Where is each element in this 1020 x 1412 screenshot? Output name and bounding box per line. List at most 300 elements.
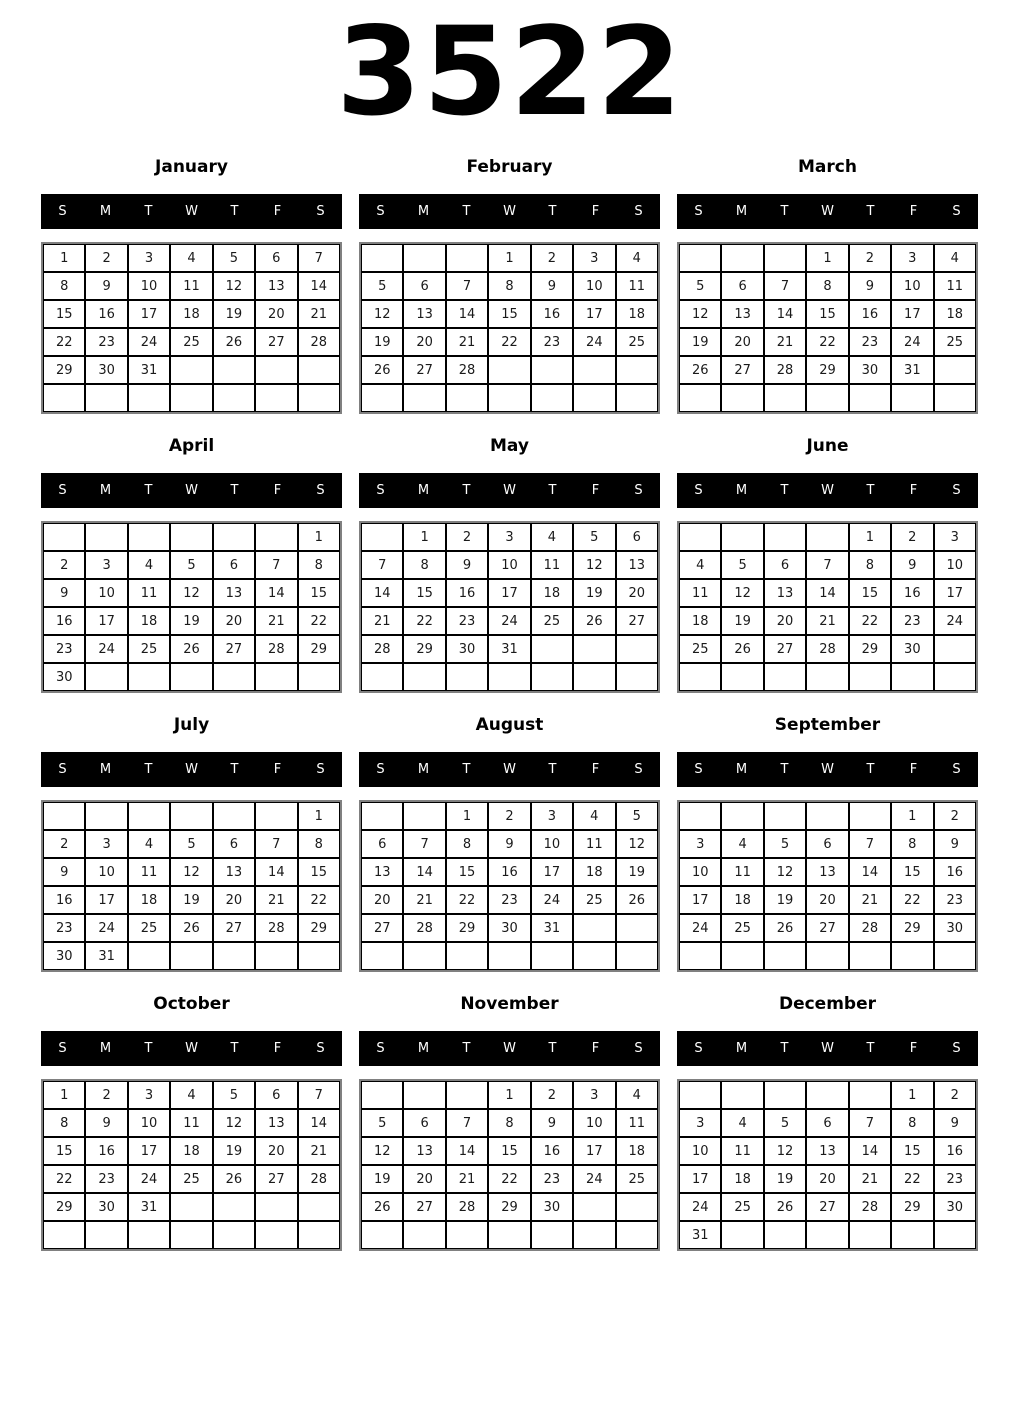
day-cell-empty bbox=[934, 942, 976, 970]
week-row bbox=[361, 384, 658, 412]
weekday-label: M bbox=[417, 204, 430, 219]
day-cell: 12 bbox=[213, 1109, 255, 1137]
day-cell: 25 bbox=[721, 1193, 763, 1221]
day-cell: 13 bbox=[255, 1109, 297, 1137]
day-cell: 26 bbox=[213, 328, 255, 356]
day-cell: 19 bbox=[573, 579, 615, 607]
day-cell-empty bbox=[806, 802, 848, 830]
month-block-july bbox=[41, 706, 342, 985]
weekday-label: T bbox=[462, 204, 471, 219]
day-cell: 21 bbox=[255, 607, 297, 635]
day-cell: 18 bbox=[128, 607, 170, 635]
day-cell: 22 bbox=[298, 607, 340, 635]
day-cell-empty bbox=[616, 1221, 658, 1249]
day-cell: 2 bbox=[934, 802, 976, 830]
day-cell-empty bbox=[361, 244, 403, 272]
month-title: July bbox=[173, 715, 210, 735]
day-cell: 16 bbox=[43, 607, 85, 635]
weekday-label: T bbox=[548, 762, 557, 777]
day-cell: 1 bbox=[891, 1081, 933, 1109]
week-row bbox=[361, 1081, 658, 1109]
day-cell-empty bbox=[934, 356, 976, 384]
day-cell: 27 bbox=[255, 1165, 297, 1193]
day-cell: 6 bbox=[403, 1109, 445, 1137]
weekday-label: T bbox=[230, 1041, 239, 1056]
day-cell-empty bbox=[255, 802, 297, 830]
day-cell: 24 bbox=[679, 914, 721, 942]
day-cell: 14 bbox=[806, 579, 848, 607]
day-cell: 8 bbox=[446, 830, 488, 858]
month-title: April bbox=[168, 436, 215, 456]
day-cell: 17 bbox=[531, 858, 573, 886]
month-day-grid-body bbox=[43, 1081, 340, 1249]
day-cell: 27 bbox=[213, 914, 255, 942]
day-cell: 23 bbox=[934, 886, 976, 914]
day-cell-empty bbox=[764, 1081, 806, 1109]
weekday-label: M bbox=[735, 204, 748, 219]
day-cell-empty bbox=[446, 942, 488, 970]
day-cell-empty bbox=[361, 802, 403, 830]
day-cell: 4 bbox=[573, 802, 615, 830]
day-cell: 22 bbox=[806, 328, 848, 356]
day-cell: 24 bbox=[128, 328, 170, 356]
day-cell: 25 bbox=[616, 1165, 658, 1193]
week-row bbox=[361, 272, 658, 300]
day-cell: 17 bbox=[85, 607, 127, 635]
day-cell-empty bbox=[446, 384, 488, 412]
month-day-grid bbox=[41, 521, 342, 693]
day-cell: 26 bbox=[170, 635, 212, 663]
day-cell: 28 bbox=[298, 328, 340, 356]
weekday-label: M bbox=[417, 483, 430, 498]
week-row bbox=[679, 1081, 976, 1109]
day-cell: 21 bbox=[446, 1165, 488, 1193]
week-row bbox=[43, 914, 340, 942]
day-cell: 31 bbox=[488, 635, 530, 663]
day-cell: 1 bbox=[298, 802, 340, 830]
day-cell-empty bbox=[531, 663, 573, 691]
day-cell: 16 bbox=[531, 1137, 573, 1165]
weekday-label: F bbox=[909, 204, 918, 219]
month-day-grid bbox=[41, 800, 342, 972]
day-cell-empty bbox=[531, 356, 573, 384]
day-cell: 15 bbox=[891, 1137, 933, 1165]
day-cell: 18 bbox=[531, 579, 573, 607]
day-cell: 16 bbox=[85, 300, 127, 328]
day-cell: 10 bbox=[128, 272, 170, 300]
day-cell: 3 bbox=[85, 830, 127, 858]
day-cell: 14 bbox=[361, 579, 403, 607]
day-cell: 9 bbox=[934, 830, 976, 858]
week-row bbox=[43, 356, 340, 384]
day-cell-empty bbox=[934, 663, 976, 691]
day-cell: 5 bbox=[721, 551, 763, 579]
month-block-march bbox=[677, 148, 978, 427]
day-cell-empty bbox=[361, 523, 403, 551]
day-cell: 17 bbox=[488, 579, 530, 607]
weekday-label: M bbox=[735, 483, 748, 498]
week-row bbox=[679, 802, 976, 830]
day-cell-empty bbox=[255, 663, 297, 691]
day-cell: 9 bbox=[531, 272, 573, 300]
weekday-label: W bbox=[821, 762, 834, 777]
day-cell: 15 bbox=[806, 300, 848, 328]
weekday-label: M bbox=[99, 762, 112, 777]
day-cell: 8 bbox=[298, 830, 340, 858]
day-cell-empty bbox=[298, 356, 340, 384]
day-cell: 5 bbox=[764, 830, 806, 858]
weekday-label: W bbox=[821, 204, 834, 219]
day-cell: 23 bbox=[43, 914, 85, 942]
day-cell-empty bbox=[806, 384, 848, 412]
day-cell: 18 bbox=[721, 1165, 763, 1193]
day-cell: 9 bbox=[891, 551, 933, 579]
day-cell: 16 bbox=[43, 886, 85, 914]
weekday-label: T bbox=[462, 1041, 471, 1056]
day-cell: 27 bbox=[255, 328, 297, 356]
day-cell: 19 bbox=[764, 886, 806, 914]
day-cell: 25 bbox=[573, 886, 615, 914]
weekday-label: F bbox=[909, 762, 918, 777]
weekday-label: T bbox=[866, 483, 875, 498]
weekday-label: T bbox=[144, 204, 153, 219]
day-cell-empty bbox=[849, 384, 891, 412]
week-row bbox=[361, 663, 658, 691]
day-cell: 7 bbox=[361, 551, 403, 579]
day-cell-empty bbox=[573, 1221, 615, 1249]
day-cell-empty bbox=[934, 1221, 976, 1249]
day-cell: 9 bbox=[849, 272, 891, 300]
day-cell: 20 bbox=[361, 886, 403, 914]
day-cell: 9 bbox=[446, 551, 488, 579]
day-cell: 17 bbox=[934, 579, 976, 607]
month-block-august bbox=[359, 706, 660, 985]
day-cell: 1 bbox=[43, 244, 85, 272]
day-cell-empty bbox=[128, 1221, 170, 1249]
day-cell: 27 bbox=[806, 1193, 848, 1221]
day-cell: 9 bbox=[934, 1109, 976, 1137]
day-cell: 28 bbox=[298, 1165, 340, 1193]
day-cell: 24 bbox=[573, 328, 615, 356]
day-cell: 9 bbox=[531, 1109, 573, 1137]
day-cell: 25 bbox=[934, 328, 976, 356]
day-cell-empty bbox=[764, 244, 806, 272]
day-cell: 3 bbox=[934, 523, 976, 551]
day-cell: 6 bbox=[403, 272, 445, 300]
day-cell: 18 bbox=[934, 300, 976, 328]
month-title: March bbox=[798, 157, 857, 177]
weekday-label: T bbox=[780, 204, 789, 219]
day-cell: 29 bbox=[446, 914, 488, 942]
day-cell: 17 bbox=[679, 1165, 721, 1193]
day-cell: 14 bbox=[764, 300, 806, 328]
day-cell: 4 bbox=[616, 244, 658, 272]
day-cell-empty bbox=[128, 802, 170, 830]
day-cell-empty bbox=[255, 523, 297, 551]
day-cell-empty bbox=[764, 802, 806, 830]
day-cell: 22 bbox=[891, 1165, 933, 1193]
weekday-label: S bbox=[376, 483, 385, 498]
week-row bbox=[361, 356, 658, 384]
day-cell: 17 bbox=[573, 1137, 615, 1165]
day-cell-empty bbox=[721, 663, 763, 691]
weekday-label: S bbox=[634, 483, 643, 498]
month-block-may bbox=[359, 427, 660, 706]
day-cell-empty bbox=[934, 384, 976, 412]
day-cell: 18 bbox=[679, 607, 721, 635]
week-row bbox=[43, 384, 340, 412]
weekday-label: T bbox=[144, 762, 153, 777]
day-cell: 15 bbox=[43, 300, 85, 328]
day-cell: 11 bbox=[679, 579, 721, 607]
day-cell: 20 bbox=[806, 886, 848, 914]
day-cell: 24 bbox=[488, 607, 530, 635]
week-row bbox=[679, 300, 976, 328]
day-cell: 2 bbox=[934, 1081, 976, 1109]
weekday-label: S bbox=[58, 204, 67, 219]
day-cell: 7 bbox=[446, 1109, 488, 1137]
week-row bbox=[679, 272, 976, 300]
weekday-label: T bbox=[462, 762, 471, 777]
day-cell: 27 bbox=[213, 635, 255, 663]
day-cell: 11 bbox=[616, 1109, 658, 1137]
day-cell: 29 bbox=[43, 356, 85, 384]
day-cell: 26 bbox=[213, 1165, 255, 1193]
day-cell: 23 bbox=[488, 886, 530, 914]
day-cell-empty bbox=[849, 802, 891, 830]
day-cell-empty bbox=[764, 942, 806, 970]
day-cell: 25 bbox=[679, 635, 721, 663]
day-cell: 7 bbox=[403, 830, 445, 858]
weekday-header-row bbox=[41, 194, 342, 229]
day-cell-empty bbox=[764, 384, 806, 412]
day-cell: 25 bbox=[531, 607, 573, 635]
day-cell: 10 bbox=[85, 579, 127, 607]
week-row bbox=[361, 1109, 658, 1137]
day-cell: 7 bbox=[849, 1109, 891, 1137]
day-cell-empty bbox=[213, 942, 255, 970]
day-cell: 18 bbox=[128, 886, 170, 914]
day-cell: 25 bbox=[616, 328, 658, 356]
week-row bbox=[361, 1165, 658, 1193]
day-cell: 5 bbox=[361, 1109, 403, 1137]
day-cell: 2 bbox=[85, 244, 127, 272]
day-cell: 16 bbox=[85, 1137, 127, 1165]
day-cell: 4 bbox=[170, 244, 212, 272]
day-cell: 4 bbox=[128, 830, 170, 858]
day-cell: 7 bbox=[446, 272, 488, 300]
day-cell-empty bbox=[488, 942, 530, 970]
day-cell: 26 bbox=[361, 1193, 403, 1221]
day-cell: 27 bbox=[616, 607, 658, 635]
weekday-label: S bbox=[694, 204, 703, 219]
day-cell: 8 bbox=[488, 1109, 530, 1137]
day-cell: 4 bbox=[531, 523, 573, 551]
day-cell-empty bbox=[616, 384, 658, 412]
day-cell-empty bbox=[85, 384, 127, 412]
weekday-label: W bbox=[185, 1041, 198, 1056]
week-row bbox=[43, 1221, 340, 1249]
week-row bbox=[679, 328, 976, 356]
weekday-label: S bbox=[376, 1041, 385, 1056]
day-cell: 31 bbox=[679, 1221, 721, 1249]
day-cell-empty bbox=[128, 942, 170, 970]
day-cell-empty bbox=[531, 635, 573, 663]
year-title: 3522 bbox=[336, 1, 684, 143]
day-cell: 30 bbox=[849, 356, 891, 384]
weekday-label: F bbox=[273, 1041, 282, 1056]
day-cell-empty bbox=[170, 356, 212, 384]
day-cell: 4 bbox=[128, 551, 170, 579]
day-cell-empty bbox=[446, 1081, 488, 1109]
day-cell: 21 bbox=[849, 886, 891, 914]
day-cell-empty bbox=[128, 663, 170, 691]
day-cell-empty bbox=[806, 1081, 848, 1109]
day-cell: 9 bbox=[43, 579, 85, 607]
weekday-label: T bbox=[230, 204, 239, 219]
day-cell: 19 bbox=[616, 858, 658, 886]
day-cell-empty bbox=[679, 384, 721, 412]
day-cell-empty bbox=[488, 1221, 530, 1249]
day-cell: 6 bbox=[255, 1081, 297, 1109]
day-cell: 26 bbox=[764, 1193, 806, 1221]
day-cell: 12 bbox=[213, 272, 255, 300]
day-cell: 4 bbox=[721, 830, 763, 858]
week-row bbox=[679, 858, 976, 886]
day-cell: 3 bbox=[128, 1081, 170, 1109]
day-cell: 22 bbox=[43, 328, 85, 356]
day-cell: 1 bbox=[446, 802, 488, 830]
day-cell: 27 bbox=[806, 914, 848, 942]
day-cell: 28 bbox=[764, 356, 806, 384]
day-cell: 5 bbox=[764, 1109, 806, 1137]
day-cell: 28 bbox=[446, 1193, 488, 1221]
day-cell: 4 bbox=[170, 1081, 212, 1109]
weekday-label: W bbox=[821, 1041, 834, 1056]
day-cell: 22 bbox=[488, 1165, 530, 1193]
day-cell: 31 bbox=[891, 356, 933, 384]
week-row bbox=[43, 663, 340, 691]
month-title: January bbox=[155, 157, 228, 177]
day-cell: 29 bbox=[298, 635, 340, 663]
month-day-grid-body bbox=[679, 244, 976, 412]
day-cell: 19 bbox=[361, 1165, 403, 1193]
day-cell: 27 bbox=[403, 356, 445, 384]
day-cell: 13 bbox=[213, 858, 255, 886]
day-cell-empty bbox=[616, 914, 658, 942]
month-day-grid bbox=[359, 800, 660, 972]
weekday-label: M bbox=[99, 483, 112, 498]
week-row bbox=[679, 1109, 976, 1137]
week-row bbox=[679, 830, 976, 858]
weekday-label: S bbox=[952, 483, 961, 498]
month-title: May bbox=[490, 436, 529, 456]
month-day-grid-body bbox=[679, 523, 976, 691]
day-cell: 14 bbox=[849, 858, 891, 886]
day-cell: 29 bbox=[891, 1193, 933, 1221]
day-cell: 1 bbox=[488, 1081, 530, 1109]
day-cell-empty bbox=[891, 663, 933, 691]
day-cell: 28 bbox=[446, 356, 488, 384]
day-cell: 30 bbox=[43, 663, 85, 691]
day-cell: 19 bbox=[213, 1137, 255, 1165]
week-row bbox=[43, 607, 340, 635]
day-cell: 12 bbox=[170, 858, 212, 886]
day-cell-empty bbox=[85, 523, 127, 551]
day-cell: 6 bbox=[721, 272, 763, 300]
day-cell: 23 bbox=[446, 607, 488, 635]
day-cell: 20 bbox=[806, 1165, 848, 1193]
day-cell: 18 bbox=[616, 1137, 658, 1165]
day-cell: 3 bbox=[891, 244, 933, 272]
day-cell: 23 bbox=[849, 328, 891, 356]
month-block-october bbox=[41, 985, 342, 1264]
day-cell: 5 bbox=[616, 802, 658, 830]
day-cell: 29 bbox=[43, 1193, 85, 1221]
day-cell: 15 bbox=[43, 1137, 85, 1165]
day-cell: 17 bbox=[573, 300, 615, 328]
weekday-label: S bbox=[694, 762, 703, 777]
month-day-grid-body bbox=[361, 802, 658, 970]
day-cell-empty bbox=[616, 635, 658, 663]
day-cell: 16 bbox=[934, 1137, 976, 1165]
day-cell: 27 bbox=[721, 356, 763, 384]
day-cell: 25 bbox=[128, 914, 170, 942]
day-cell-empty bbox=[361, 1081, 403, 1109]
week-row bbox=[679, 244, 976, 272]
weekday-label: W bbox=[821, 483, 834, 498]
day-cell: 3 bbox=[128, 244, 170, 272]
day-cell: 7 bbox=[298, 1081, 340, 1109]
day-cell: 15 bbox=[891, 858, 933, 886]
day-cell: 13 bbox=[806, 858, 848, 886]
weekday-header-row bbox=[677, 1031, 978, 1066]
day-cell: 13 bbox=[361, 858, 403, 886]
week-row bbox=[43, 300, 340, 328]
week-row bbox=[361, 607, 658, 635]
day-cell: 17 bbox=[85, 886, 127, 914]
weekday-header-row bbox=[359, 1031, 660, 1066]
day-cell-empty bbox=[679, 244, 721, 272]
day-cell-empty bbox=[488, 356, 530, 384]
day-cell-empty bbox=[213, 1221, 255, 1249]
day-cell-empty bbox=[213, 356, 255, 384]
weekday-label: T bbox=[780, 762, 789, 777]
weekday-label: T bbox=[548, 204, 557, 219]
weekday-label: S bbox=[694, 483, 703, 498]
day-cell: 3 bbox=[573, 244, 615, 272]
day-cell: 22 bbox=[43, 1165, 85, 1193]
day-cell: 1 bbox=[891, 802, 933, 830]
day-cell-empty bbox=[616, 663, 658, 691]
month-title: September bbox=[774, 715, 881, 735]
day-cell: 12 bbox=[170, 579, 212, 607]
day-cell-empty bbox=[170, 384, 212, 412]
day-cell: 26 bbox=[721, 635, 763, 663]
day-cell-empty bbox=[255, 1193, 297, 1221]
day-cell-empty bbox=[488, 384, 530, 412]
day-cell: 9 bbox=[85, 272, 127, 300]
day-cell: 17 bbox=[891, 300, 933, 328]
day-cell: 31 bbox=[128, 356, 170, 384]
day-cell: 3 bbox=[85, 551, 127, 579]
month-day-grid bbox=[677, 800, 978, 972]
week-row bbox=[361, 914, 658, 942]
day-cell: 9 bbox=[488, 830, 530, 858]
day-cell: 4 bbox=[679, 551, 721, 579]
day-cell-empty bbox=[255, 1221, 297, 1249]
weekday-label: W bbox=[185, 204, 198, 219]
